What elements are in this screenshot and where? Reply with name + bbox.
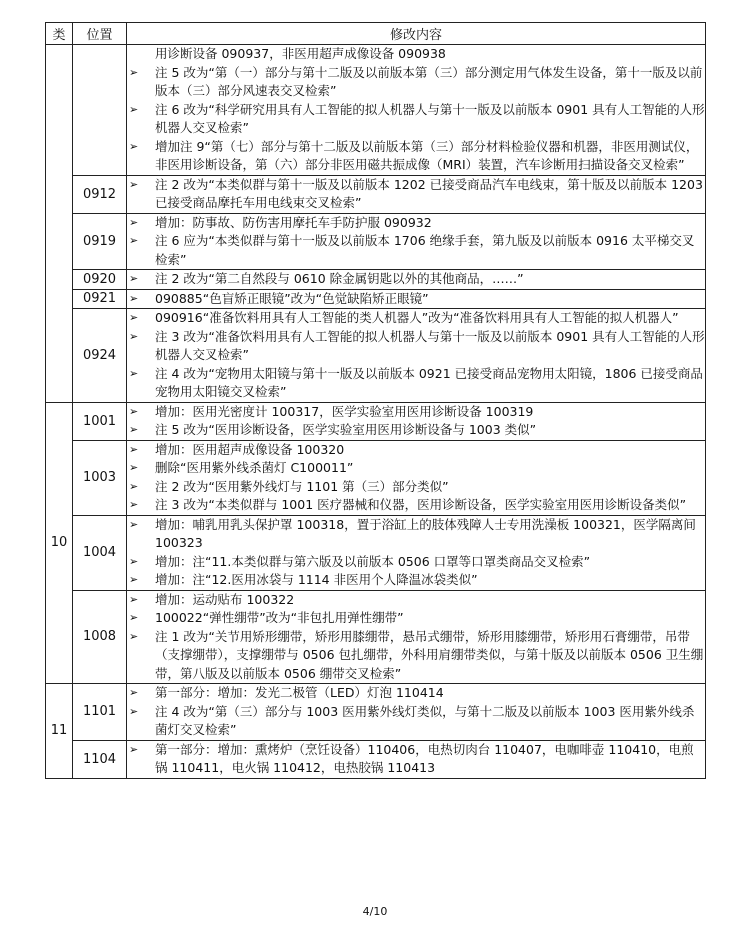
- class-cell: 11: [46, 684, 73, 779]
- content-cell: [127, 45, 706, 176]
- list-item: ➢ 090885“色盲矫正眼镜”改为“色觉缺陷矫正眼镜”: [127, 290, 705, 309]
- list-item: ➢ 注 2 改为“本类似群与第十一版及以前版本 1202 已接受商品汽车电线束，第十版及以前版本 1203 已接受商品摩托车用电线束交叉检索”: [129, 176, 703, 210]
- content-cell: [127, 440, 706, 515]
- arrow-bullet-icon: ➢: [129, 686, 139, 699]
- arrow-bullet-icon: ➢: [129, 404, 139, 418]
- continuation-text: 用诊断设备 090937，非医用超声成像设备 090938: [155, 46, 446, 61]
- list-item: ➢ 增加：医用超声成像设备 100320: [127, 441, 705, 460]
- content-cell: [127, 684, 706, 741]
- table-row: [46, 270, 706, 290]
- list-item: ➢ 注 1 改为“关节用矫形绷带，矫形用膝绷带，悬吊式绷带，矫形用膝绷带，矫形用石膏绷带，吊带（支撑绷带），支撑绷带与 0506 包扎绷带，外科用肩绷带类似，与第十版及以前版本 0506 卫生绷带，第八版及以前版本 0506 绷带交叉检索”: [129, 628, 704, 681]
- arrow-bullet-icon: ➢: [129, 234, 139, 247]
- list-item: ➢ 注 4 改为“第（三）部分与 1003 医用紫外线灯类似，与第十二版及以前版本 1003 医用紫外线杀菌灯交叉检索”: [129, 703, 695, 737]
- position-cell: 0919: [73, 213, 127, 270]
- position-cell: 1104: [73, 740, 127, 778]
- arrow-bullet-icon: ➢: [129, 272, 139, 285]
- list-item: ➢ 注 5 改为“医用诊断设备，医学实验室用医用诊断设备与 1003 类似”: [127, 421, 705, 440]
- list-item: ➢ 100022“弹性绷带”改为“非包扎用弹性绷带”: [127, 609, 705, 628]
- arrow-bullet-icon: ➢: [129, 479, 139, 493]
- list-item: ➢ 第一部分：增加：熏烤炉（烹饪设备）110406，电热切肉台 110407，电咖啡壶 110410，电煎锅 110411，电火锅 110412，电热胶锅 110413: [129, 741, 694, 775]
- table-row: [46, 684, 706, 741]
- arrow-bullet-icon: ➢: [129, 442, 139, 456]
- arrow-bullet-icon: ➢: [129, 592, 139, 606]
- class-cell: [46, 45, 73, 403]
- arrow-bullet-icon: ➢: [129, 291, 139, 305]
- content-cell: [127, 213, 706, 270]
- list-item: ➢ 删除“医用紫外线杀菌灯 C100011”: [127, 459, 705, 478]
- list-item: ➢ 注 4 改为“宠物用太阳镜与第十一版及以前版本 0921 已接受商品宠物用太阳镜，1806 已接受商品宠物用太阳镜交叉检索”: [129, 365, 703, 399]
- content-cell: [127, 270, 706, 290]
- table-row: [46, 515, 706, 590]
- arrow-bullet-icon: ➢: [129, 423, 139, 436]
- header-class: 类: [46, 23, 73, 45]
- list-item: ➢ 注 3 改为“准备饮料用具有人工智能的拟人机器人与第十一版及以前版本 0901 具有人工智能的人形机器人交叉检索”: [129, 328, 705, 362]
- list-item: ➢ 注 3 改为“本类似群与 1001 医疗器械和仪器，医用诊断设备，医学实验室用医用诊断设备类似”: [127, 496, 705, 515]
- arrow-bullet-icon: ➢: [129, 629, 139, 643]
- position-cell: 1003: [73, 440, 127, 515]
- arrow-bullet-icon: ➢: [129, 573, 139, 586]
- arrow-bullet-icon: ➢: [129, 366, 139, 380]
- position-cell: 1004: [73, 515, 127, 590]
- arrow-bullet-icon: ➢: [129, 177, 139, 191]
- position-cell: 0920: [73, 270, 127, 290]
- table-row: [46, 740, 706, 778]
- table-row: [46, 45, 706, 176]
- position-cell: 1001: [73, 402, 127, 440]
- arrow-bullet-icon: ➢: [129, 611, 139, 624]
- page-number: 4/10: [362, 905, 388, 918]
- arrow-bullet-icon: ➢: [129, 102, 139, 116]
- list-item: ➢ 注 6 改为“科学研究用具有人工智能的拟人机器人与第十一版及以前版本 0901 具有人工智能的人形机器人交叉检索”: [129, 101, 705, 135]
- position-cell: 1008: [73, 590, 127, 684]
- header-position: 位置: [73, 23, 127, 45]
- position-cell: 0924: [73, 309, 127, 403]
- content-cell: [127, 515, 706, 590]
- list-item: ➢ 注 2 改为“第二自然段与 0610 除金属钥匙以外的其他商品，……”: [127, 270, 705, 289]
- arrow-bullet-icon: ➢: [129, 461, 139, 474]
- table-row: [46, 309, 706, 403]
- list-item: ➢ 增加：注“12.医用冰袋与 1114 非医用个人降温冰袋类似”: [127, 571, 705, 590]
- position-cell: 0921: [73, 289, 127, 309]
- position-cell: 1101: [73, 684, 127, 741]
- list-item: ➢ 增加注 9“第（七）部分与第十二版及以前版本第（三）部分材料检验仪器和机器，非医用测试仪，非医用诊断设备，第（六）部分非医用磁共振成像（MRI）装置，汽车诊断用扫描设备交叉检索”: [129, 138, 699, 172]
- table-row: [46, 213, 706, 270]
- arrow-bullet-icon: ➢: [129, 65, 139, 79]
- content-cell: [127, 590, 706, 684]
- arrow-bullet-icon: ➢: [129, 517, 139, 531]
- content-cell: [127, 740, 706, 778]
- list-item: ➢ 增加：运动贴布 100322: [127, 591, 705, 610]
- list-item: ➢ 增加：医用光密度计 100317，医学实验室用医用诊断设备 100319: [127, 403, 705, 422]
- content-cell: [127, 175, 706, 213]
- list-item: ➢ 注 6 应为“本类似群与第十一版及以前版本 1706 绝缘手套，第九版及以前版本 0916 太平梯交叉检索”: [129, 233, 695, 267]
- arrow-bullet-icon: ➢: [129, 311, 139, 324]
- table-row: [46, 402, 706, 440]
- amendment-table: [45, 22, 706, 779]
- content-cell: [127, 402, 706, 440]
- list-item: ➢ 注 2 改为“医用紫外线灯与 1101 第（三）部分类似”: [127, 478, 705, 497]
- list-item: ➢ 增加：防事故、防伤害用摩托车手防护服 090932: [127, 214, 705, 233]
- list-item: ➢ 增加：哺乳用乳头保护罩 100318，置于浴缸上的肢体残障人士专用洗澡板 100321，医学隔离间 100323: [129, 516, 696, 550]
- position-cell: [73, 45, 127, 176]
- list-item: ➢ 增加：注“11.本类似群与第六版及以前版本 0506 口罩等口罩类商品交叉检索”: [127, 553, 705, 572]
- table-row: [46, 590, 706, 684]
- arrow-bullet-icon: ➢: [129, 498, 139, 511]
- content-cell: [127, 289, 706, 309]
- class-cell: 10: [46, 402, 73, 684]
- arrow-bullet-icon: ➢: [129, 215, 139, 229]
- arrow-bullet-icon: ➢: [129, 742, 139, 756]
- table-row: [46, 440, 706, 515]
- header-content: 修改内容: [127, 23, 706, 45]
- content-cell: [127, 309, 706, 403]
- list-item: ➢ 第一部分：增加：发光二极管（LED）灯泡 110414: [127, 684, 705, 703]
- table-header-row: [46, 23, 706, 45]
- arrow-bullet-icon: ➢: [129, 554, 139, 568]
- arrow-bullet-icon: ➢: [129, 704, 139, 718]
- table-row: [46, 175, 706, 213]
- table-row: [46, 289, 706, 309]
- list-item: ➢ 090916“准备饮料用具有人工智能的类人机器人”改为“准备饮料用具有人工智能的拟人机器人”: [127, 309, 705, 328]
- list-item: ➢ 注 5 改为“第（一）部分与第十二版及以前版本第（三）部分测定用气体发生设备，第十一版及以前版本（三）部分风速表交叉检索”: [129, 64, 703, 98]
- arrow-bullet-icon: ➢: [129, 139, 139, 153]
- arrow-bullet-icon: ➢: [129, 329, 139, 343]
- position-cell: 0912: [73, 175, 127, 213]
